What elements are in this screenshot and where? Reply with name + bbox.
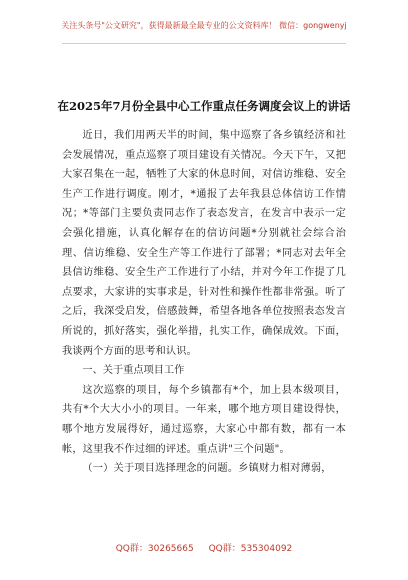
section-paragraph: 这次巡察的项目，每个乡镇都有*个，加上县本级项目，共有*个大大小小的项目。一年来，哪个地方项目建设得快，哪个地方发展得好，通过巡察，大家心中都有数，都有一本帐，这里我不作过细的评述。重点讲"三个问题"。 — [62, 384, 346, 455]
header-divider — [62, 43, 346, 44]
footer-qq-group-2: QQ群：535304092 — [208, 544, 293, 554]
footer-qq-group-1: QQ群：30265665 — [115, 544, 194, 554]
section-heading: 一、关于重点项目工作 — [82, 365, 185, 377]
subsection-paragraph: （一）关于项目选择理念的问题。乡镇财力相对薄弱， — [82, 463, 332, 475]
header-promo-text: 关注头条号"公文研究"，获得最新最全最专业的公文资料库！ 微信：gongwenyj — [61, 21, 347, 30]
document-body — [62, 126, 346, 479]
footer-contacts — [0, 541, 408, 554]
document-title: 在2025年7月份全县中心工作重点任务调度会议上的讲话 — [57, 99, 351, 113]
intro-paragraph: 近日，我们用两天半的时间，集中巡察了各乡镇经济和社会发展情况，重点巡察了项目建设有关情况。今天下午，又把大家召集在一起，牺牲了大家的休息时间，对信访维稳、安全生产工作进行调度。刚才，*通报了去年我县总体信访工作情况；*等部门主要负责同志作了表态发言，在发言中表示一定会强化措施，认真化解存在的信访问题*分别就社会综合治理、信访维稳、安全生产等工作进行了部署；*同志对去年全县信访维稳、安全生产工作进行了小结，并对今年工作提了几点要求，大家讲的实事求是，针对性和操作性都非常强。听了之后，我深受启发，倍感鼓舞，希望各地各单位按照表态发言所说的，抓好落实，强化举措，扎实工作，确保成效。下面，我谈两个方面的思考和认识。 — [62, 130, 346, 357]
